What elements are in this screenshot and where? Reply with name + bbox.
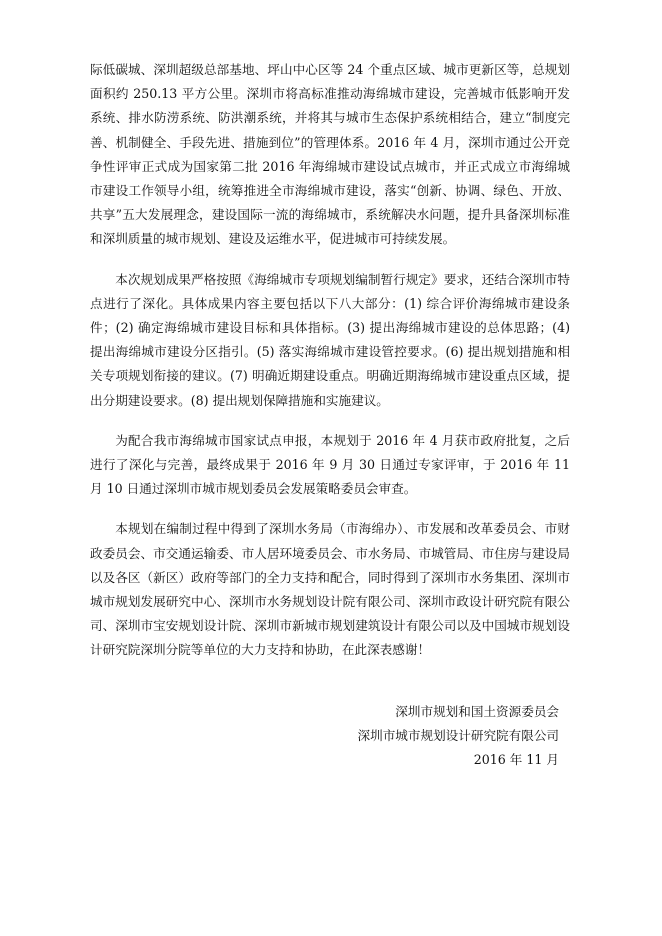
- paragraph-acknowledgements: 本规划在编制过程中得到了深圳水务局（市海绵办）、市发展和改革委员会、市财政委员会、市交通运输委、市人居环境委员会、市水务局、市城管局、市住房与建设局以及各区（新区）政府等部门的全力支持和配合，同时得到了深圳市水务集团、深圳市城市规划发展研究中心、深圳市水务规划设计院有限公司、深圳市政设计研究院有限公司、深圳市宝安规划设计院、深圳市新城市规划建筑设计有限公司以及中国城市规划设计研究院深圳分院等单位的大力支持和协助，在此深表感谢！: [90, 521, 570, 658]
- signature-date: 2016 年 11 月: [473, 752, 559, 768]
- document-body: [90, 58, 570, 679]
- paragraph-planning-outcomes: 本次规划成果严格按照《海绵城市专项规划编制暂行规定》要求，还结合深圳市特点进行了深化。具体成果内容主要包括以下八大部分：(1) 综合评价海绵城市建设条件；(2) 确定海绵城市建设目标和具体指标。(3) 提出海绵城市建设的总体思路；(4) 提出海绵城市建设分区指引。(5) 落实海绵城市建设管控要求。(6) 提出规划措施和相关专项规划衔接的建议。(7) 明确近期建设重点。明确近期海绵城市建设重点区域，提出分期建设要求。(8) 提出规划保障措施和实施建议。: [90, 271, 570, 408]
- signature-org-planning-commission: 深圳市规划和国土资源委员会: [395, 704, 559, 719]
- paragraph-approval-timeline: 为配合我市海绵城市国家试点申报，本规划于 2016 年 4 月获市政府批复，之后进行了深化与完善，最终成果于 2016 年 9 月 30 日通过专家评审，于 2016 年 11 月 10 日通过深圳市城市规划委员会发展策略委员会审查。: [90, 432, 570, 497]
- signature-block: [358, 700, 560, 773]
- signature-org-design-institute: 深圳市城市规划设计研究院有限公司: [357, 728, 559, 744]
- paragraph-sponge-city-overview: 际低碳城、深圳超级总部基地、坪山中心区等 24 个重点区域、城市更新区等，总规划面积约 250.13 平方公里。深圳市将高标准推动海绵城市建设，完善城市低影响开发系统、排水防涝系统、防洪潮系统，并将其与城市生态保护系统相结合，建立“制度完善、机制健全、手段先进、措施到位”的管理体系。2016 年 4 月，深圳市通过公开竞争性评审正式成为国家第二批 2016 年海绵城市建设试点城市，并正式成立市海绵城市建设工作领导小组，统筹推进全市海绵城市建设，落实“创新、协调、绿色、开放、共享”五大发展理念，建设国际一流的海绵城市，系统解决水问题，提升具备深圳标准和深圳质量的城市规划、建设及运维水平，促进城市可持续发展。: [90, 62, 570, 247]
